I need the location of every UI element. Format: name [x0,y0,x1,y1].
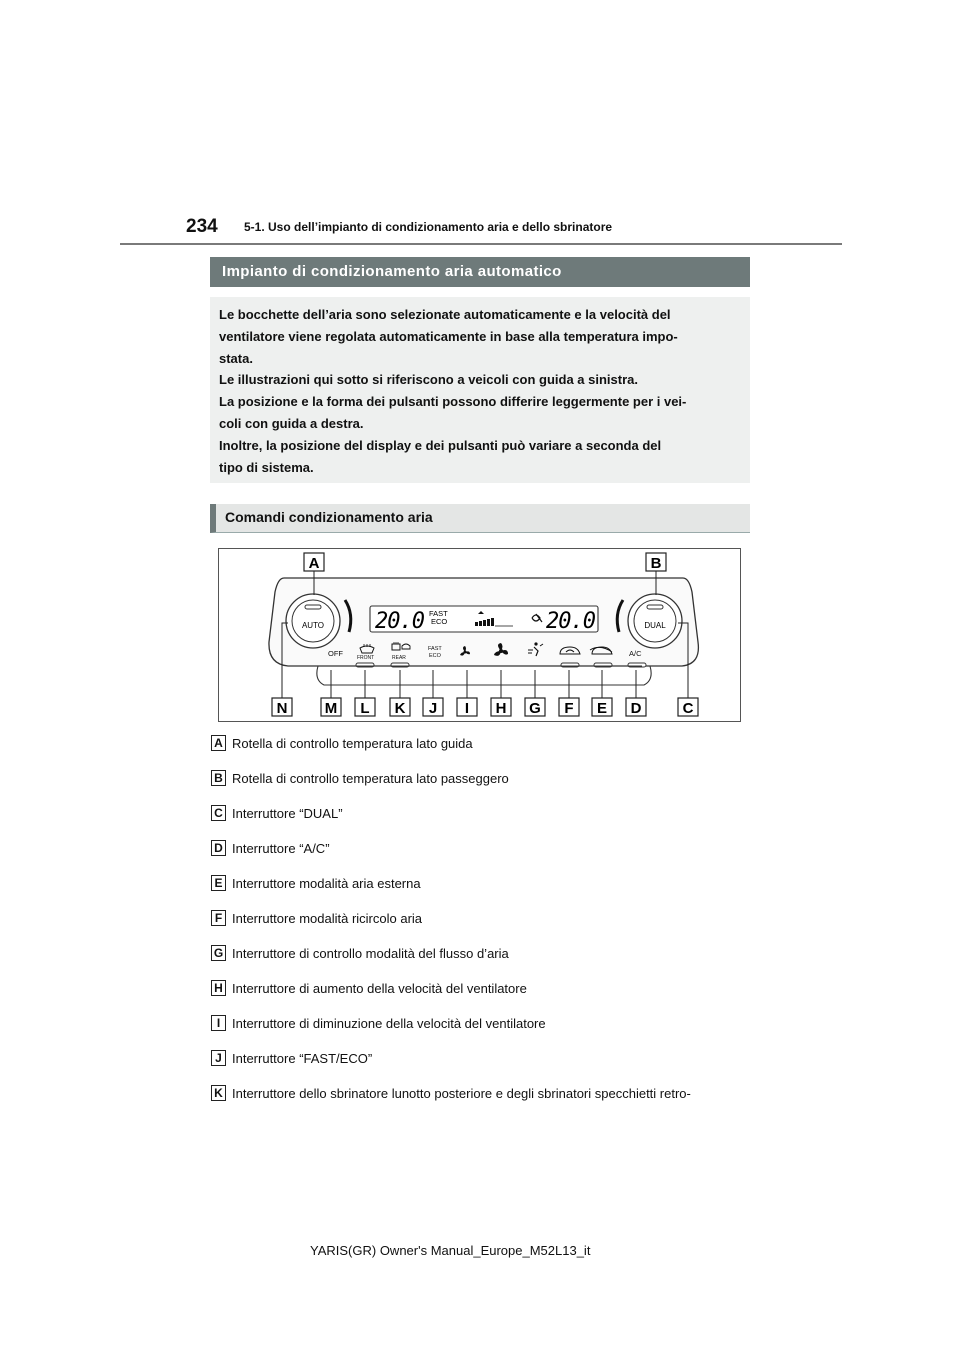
eco-label: ECO [429,653,441,659]
legend-text: Interruttore modalità aria esterna [232,875,421,891]
callout-a [304,553,324,572]
legend-text: Rotella di controllo temperatura lato guida [232,735,473,751]
svg-text:K: K [394,700,406,717]
page-number: 234 [186,216,218,237]
callout-m [321,698,341,717]
callout-b [646,553,666,572]
legend-text: Interruttore “FAST/ECO” [232,1050,373,1066]
legend-text: Interruttore dello sbrinatore lunotto posteriore e degli sbrinatori specchietti retro- [232,1085,691,1101]
callout-n [272,698,292,717]
legend-text: Interruttore “A/C” [232,840,330,856]
intro-line: Le bocchette dell’aria sono selezionate automaticamente e la velocità del [219,307,671,322]
callout-l [355,698,375,717]
legend-item [211,839,330,857]
driver-temp-readout: 20.0 [375,609,424,634]
callout-h [491,698,511,717]
svg-text:E: E [596,700,608,717]
callout-j [423,698,443,717]
dual-button-label: DUAL [644,621,666,630]
legend-text: Rotella di controllo temperatura lato passeggero [232,770,509,786]
callout-d [626,698,646,717]
intro-line: La posizione e la forma dei pulsanti possono differire leggermente per i vei- [219,394,687,410]
ac-label: A/C [629,649,642,658]
legend-text: Interruttore di controllo modalità del flusso d’aria [232,945,509,961]
svg-text:A: A [308,555,320,572]
auto-button-label: AUTO [301,621,325,630]
svg-text:F: F [564,700,574,717]
svg-text:M: M [324,700,338,717]
callout-c [678,698,698,717]
passenger-temp-readout: 20.0 [546,609,595,634]
svg-text:I: I [464,700,470,717]
rear-label: REAR [392,655,406,661]
callout-i [457,698,477,717]
callout-e [592,698,612,717]
legend-text: Interruttore “DUAL” [232,805,343,821]
legend-letter: A [211,735,226,751]
passenger-temp-knob[interactable] [628,594,682,648]
fast-label: FAST [428,646,442,652]
legend-text: Interruttore di diminuzione della velocità del ventilatore [232,1015,546,1031]
legend-letter: I [211,1015,226,1031]
svg-text:B: B [650,555,662,572]
intro-line: stata. [219,350,253,366]
svg-text:H: H [495,700,507,717]
svg-text:L: L [360,700,370,717]
legend-item [211,734,473,752]
legend-letter: C [211,805,226,821]
legend-letter: G [211,945,226,961]
running-head: 5-1. Uso dell’impianto di condizionamento aria e dello sbrinatore [244,220,613,234]
driver-temp-knob[interactable] [286,594,340,648]
section-title: Impianto di condizionamento aria automatico [210,257,750,287]
display-eco: ECO [431,617,448,626]
header-rule [120,243,842,245]
subsection-title: Comandi condizionamento aria [210,504,750,533]
intro-line: Inoltre, la posizione del display e dei pulsanti può variare a seconda del [219,437,662,453]
svg-text:N: N [276,700,288,717]
legend-item [211,1049,372,1067]
legend-letter: K [211,1085,226,1101]
intro-line: Le illustrazioni qui sotto si riferiscono a veicoli con guida a sinistra. [219,372,638,388]
intro-line: coli con guida a destra. [219,415,364,431]
legend-item [211,1084,691,1102]
legend-item [211,979,527,997]
svg-text:D: D [630,700,642,717]
legend-item [211,944,509,962]
intro-line: ventilatore viene regolata automaticamente in base alla temperatura impo- [219,328,678,344]
callout-k [390,698,410,717]
legend-letter: B [211,770,226,786]
callout-f [559,698,579,717]
intro-line: tipo di sistema. [219,459,314,475]
legend-letter: D [211,840,226,856]
off-label: OFF [328,649,343,658]
svg-text:J: J [428,700,438,717]
footer-text: YARIS(GR) Owner's Manual_Europe_M52L13_it [310,1243,591,1258]
legend-text: Interruttore di aumento della velocità del ventilatore [232,980,527,996]
legend-text: Interruttore modalità ricircolo aria [232,910,423,926]
legend-item [211,909,422,927]
climate-display [370,606,598,634]
legend-item [211,769,509,787]
legend-letter: F [211,910,226,926]
legend-letter: H [211,980,226,996]
legend-item [211,804,343,822]
legend-item [211,1014,546,1032]
climate-control-diagram [218,548,741,722]
legend-letter: E [211,875,226,891]
svg-text:G: G [529,700,541,717]
front-label: FRONT [357,655,375,661]
legend-item [211,874,421,892]
callout-g [525,698,545,717]
display-fast: FAST [429,609,448,618]
svg-text:C: C [682,700,694,717]
legend-letter: J [211,1050,226,1066]
intro-box [210,297,750,483]
